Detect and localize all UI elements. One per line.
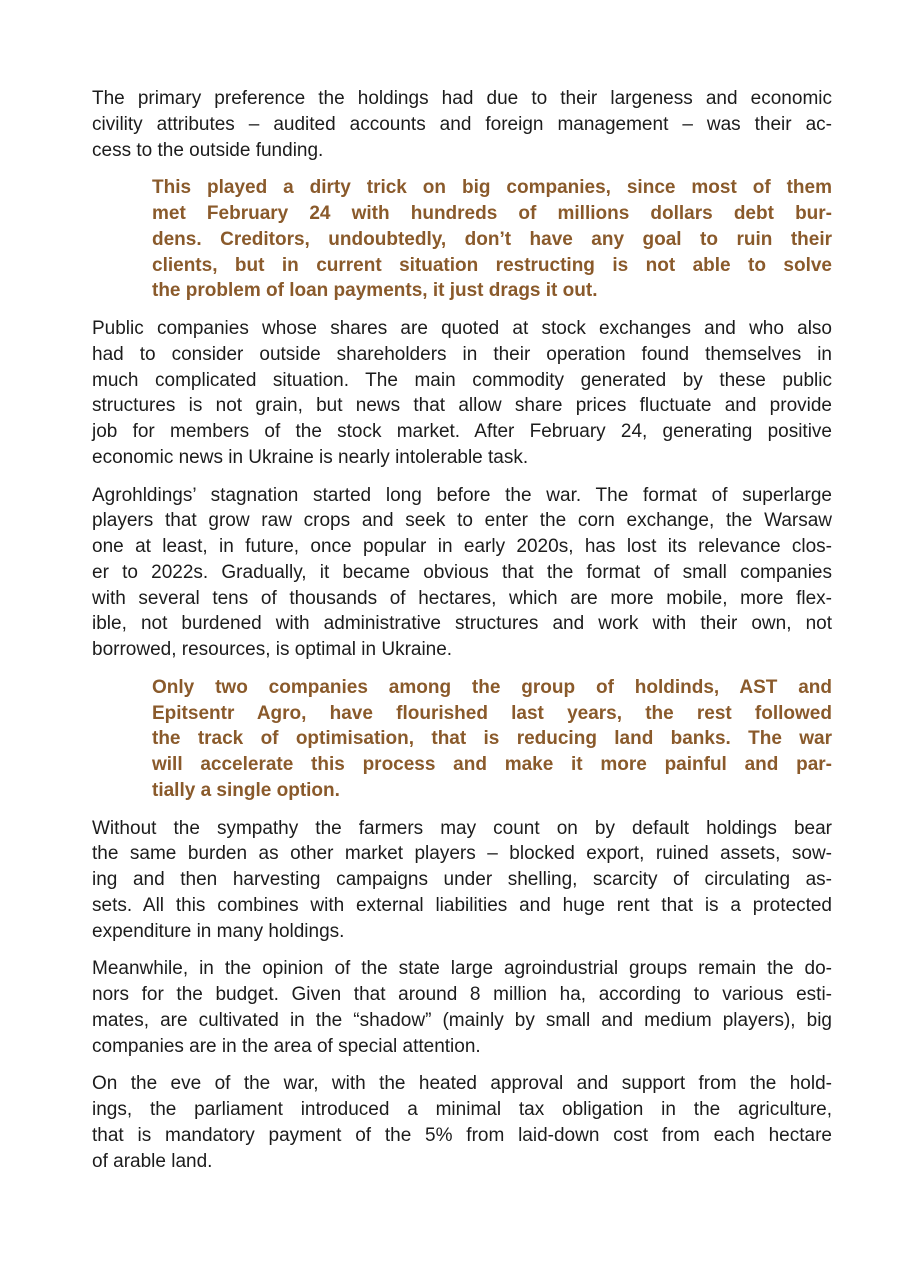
text-line: Public companies whose shares are quoted at stock exchanges and who also [92,318,832,339]
text-line: ible, not burdened with administrative structures and work with their own, not [92,613,832,635]
text-line: ing and then harvesting campaigns under shelling, scarcity of circulating as- [92,869,832,890]
text-line: the same burden as other market players – blocked export, ruined assets, sow- [92,843,832,865]
text-line: The primary preference the holdings had due to their largeness and economic [92,88,832,109]
text-line: expenditure in many holdings. [92,920,345,942]
text-line: the track of optimisation, that is reducing land banks. The war [152,728,832,750]
text-line: civility attributes – audited accounts and foreign management – was their ac- [92,113,832,135]
article-text [92,86,832,1174]
body-paragraph [92,956,832,1059]
text-line: This played a dirty trick on big companies, since most of them [152,177,832,199]
pull-quote [152,675,832,804]
text-line: the problem of loan payments, it just drags it out. [152,280,598,302]
text-line: tially a single option. [152,779,340,801]
text-line: met February 24 with hundreds of millions dollars debt bur- [152,203,832,224]
text-line: much complicated situation. The main commodity generated by these public [92,369,832,391]
text-line: economic news in Ukraine is nearly intolerable task. [92,446,529,468]
text-line: ings, the parliament introduced a minimal tax obligation in the agriculture, [92,1099,832,1120]
text-line: On the eve of the war, with the heated approval and support from the hold- [92,1073,832,1095]
text-line: cess to the outside funding. [92,139,324,161]
text-line: with several tens of thousands of hectares, which are more mobile, more flex- [92,587,832,609]
text-line: had to consider outside shareholders in their operation found themselves in [92,343,832,365]
text-line: one at least, in future, once popular in early 2020s, has lost its relevance clos- [92,536,832,557]
text-line: will accelerate this process and make it more painful and par- [152,754,832,775]
text-line: mates, are cultivated in the “shadow” (mainly by small and medium players), big [92,1009,832,1031]
text-line: Only two companies among the group of holdinds, AST and [152,676,832,698]
text-line: nors for the budget. Given that around 8 million ha, according to various esti- [92,984,832,1005]
text-line: structures is not grain, but news that allow share prices fluctuate and provide [92,395,832,417]
body-paragraph [92,483,832,663]
text-line: Without the sympathy the farmers may count on by default holdings bear [92,817,832,839]
text-line: companies are in the area of special attention. [92,1035,481,1057]
body-paragraph [92,1071,832,1174]
text-line: Epitsentr Agro, have flourished last years, the rest followed [152,702,832,724]
text-line: borrowed, resources, is optimal in Ukraine. [92,639,453,660]
text-line: clients, but in current situation restructing is not able to solve [152,254,832,276]
text-line: players that grow raw crops and seek to enter the corn exchange, the Warsaw [92,510,832,532]
text-line: of arable land. [92,1150,213,1172]
text-line: job for members of the stock market. After February 24, generating positive [92,421,832,442]
text-line: dens. Creditors, undoubtedly, don’t have any goal to ruin their [152,228,832,250]
body-paragraph [92,86,832,163]
body-paragraph [92,816,832,945]
text-line: that is mandatory payment of the 5% from laid-down cost from each hectare [92,1124,832,1146]
pull-quote [152,175,832,304]
text-line: Meanwhile, in the opinion of the state large agroindustrial groups remain the do- [92,958,832,980]
text-line: sets. All this combines with external liabilities and huge rent that is a protected [92,894,832,916]
text-line: er to 2022s. Gradually, it became obvious that the format of small companies [92,561,832,583]
text-line: Agrohldings’ stagnation started long before the war. The format of superlarge [92,484,832,506]
body-paragraph [92,316,832,471]
